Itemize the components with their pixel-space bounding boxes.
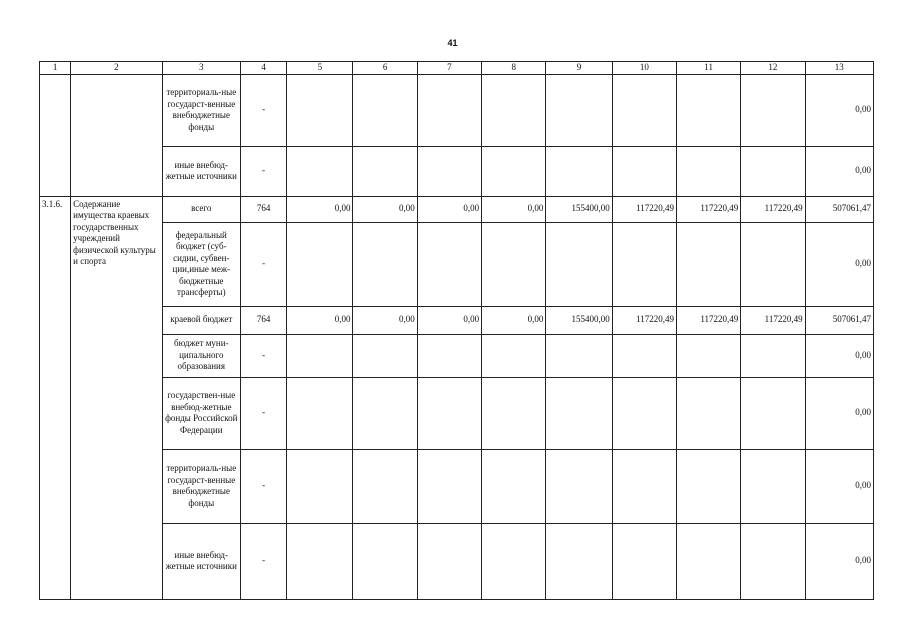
column-header: 1 (40, 62, 71, 75)
column-header: 6 (353, 62, 417, 75)
total-cell: 507061,47 (805, 196, 873, 222)
cell (676, 334, 740, 377)
cell (287, 334, 353, 377)
cell (482, 377, 546, 449)
cell: 117220,49 (676, 196, 740, 222)
cell (612, 222, 676, 306)
cell (417, 377, 481, 449)
table-row (40, 146, 874, 196)
cell (417, 222, 481, 306)
cell: 0,00 (482, 306, 546, 334)
cell: 0,00 (353, 306, 417, 334)
cell (546, 74, 612, 146)
cell (676, 222, 740, 306)
cell (353, 377, 417, 449)
cell (287, 377, 353, 449)
cell (546, 334, 612, 377)
cell (287, 146, 353, 196)
cell (417, 449, 481, 523)
cell: 0,00 (287, 306, 353, 334)
cell (353, 334, 417, 377)
total-cell: 507061,47 (805, 306, 873, 334)
cell (741, 222, 805, 306)
funding-source: всего (162, 196, 240, 222)
cell-col4: 764 (240, 306, 286, 334)
cell (287, 222, 353, 306)
cell: 0,00 (417, 196, 481, 222)
column-header: 5 (287, 62, 353, 75)
cell (612, 146, 676, 196)
total-cell: 0,00 (805, 334, 873, 377)
funding-source: государствен-ные внебюд-жетные фонды Российской Федерации (162, 377, 240, 449)
cell (417, 334, 481, 377)
cell (741, 377, 805, 449)
cell (676, 449, 740, 523)
column-header: 9 (546, 62, 612, 75)
cell (353, 449, 417, 523)
column-header: 11 (676, 62, 740, 75)
cell: 155400,00 (546, 196, 612, 222)
budget-table (39, 61, 874, 600)
cell-col4: - (240, 222, 286, 306)
table-row (40, 74, 874, 146)
cell (417, 523, 481, 599)
cell (546, 523, 612, 599)
cell-col4: - (240, 146, 286, 196)
cell (612, 449, 676, 523)
cell (546, 222, 612, 306)
cell-col4: - (240, 449, 286, 523)
funding-source: краевой бюджет (162, 306, 240, 334)
cell (612, 377, 676, 449)
cell (353, 146, 417, 196)
table-row (40, 222, 874, 306)
funding-source: бюджет муни-ципального образования (162, 334, 240, 377)
name-cell (71, 74, 162, 196)
table-row (40, 196, 874, 222)
cell (741, 334, 805, 377)
cell: 0,00 (353, 196, 417, 222)
cell-col4: 764 (240, 196, 286, 222)
cell: 0,00 (482, 196, 546, 222)
cell-col4: - (240, 74, 286, 146)
funding-source: территориаль-ные государст-венные внебюджетные фонды (162, 449, 240, 523)
cell: 0,00 (417, 306, 481, 334)
cell: 117220,49 (612, 196, 676, 222)
cell (482, 334, 546, 377)
cell (417, 146, 481, 196)
total-cell: 0,00 (805, 523, 873, 599)
column-header: 8 (482, 62, 546, 75)
cell (546, 377, 612, 449)
total-cell: 0,00 (805, 146, 873, 196)
item-name: Содержание имущества краевых государственных учреждений физической культуры и спорта (71, 196, 162, 599)
total-cell: 0,00 (805, 222, 873, 306)
cell (417, 74, 481, 146)
funding-source: федеральный бюджет (суб-сидии, субвен-ции,иные меж-бюджетные трансферты) (162, 222, 240, 306)
cell (353, 222, 417, 306)
cell: 117220,49 (741, 306, 805, 334)
cell (482, 74, 546, 146)
cell (612, 523, 676, 599)
total-cell: 0,00 (805, 377, 873, 449)
column-header: 10 (612, 62, 676, 75)
funding-source: территориаль-ные государст-венные внебюджетные фонды (162, 74, 240, 146)
cell (741, 523, 805, 599)
table-row (40, 449, 874, 523)
cell (287, 449, 353, 523)
cell (353, 74, 417, 146)
table-row (40, 377, 874, 449)
cell (612, 334, 676, 377)
cell (287, 74, 353, 146)
column-header: 2 (71, 62, 162, 75)
column-header-row (40, 62, 874, 75)
cell (676, 146, 740, 196)
cell: 117220,49 (676, 306, 740, 334)
cell: 0,00 (287, 196, 353, 222)
cell-col4: - (240, 334, 286, 377)
cell (741, 449, 805, 523)
item-code: 3.1.6. (40, 196, 71, 599)
total-cell: 0,00 (805, 449, 873, 523)
cell: 117220,49 (741, 196, 805, 222)
column-header: 3 (162, 62, 240, 75)
cell (482, 449, 546, 523)
cell (546, 449, 612, 523)
page-number: 41 (447, 38, 458, 48)
code-cell (40, 74, 71, 196)
cell (741, 146, 805, 196)
column-header: 13 (805, 62, 873, 75)
cell (741, 74, 805, 146)
cell (612, 74, 676, 146)
cell (353, 523, 417, 599)
cell (546, 146, 612, 196)
cell-col4: - (240, 377, 286, 449)
cell: 155400,00 (546, 306, 612, 334)
total-cell: 0,00 (805, 74, 873, 146)
cell (676, 523, 740, 599)
cell: 117220,49 (612, 306, 676, 334)
table-row (40, 334, 874, 377)
column-header: 12 (741, 62, 805, 75)
cell (287, 523, 353, 599)
cell (482, 523, 546, 599)
table-row (40, 523, 874, 599)
column-header: 7 (417, 62, 481, 75)
cell (482, 146, 546, 196)
column-header: 4 (240, 62, 286, 75)
funding-source: иные внебюд-жетные источники (162, 523, 240, 599)
table-row (40, 306, 874, 334)
cell (676, 377, 740, 449)
funding-source: иные внебюд-жетные источники (162, 146, 240, 196)
cell (482, 222, 546, 306)
cell-col4: - (240, 523, 286, 599)
cell (676, 74, 740, 146)
